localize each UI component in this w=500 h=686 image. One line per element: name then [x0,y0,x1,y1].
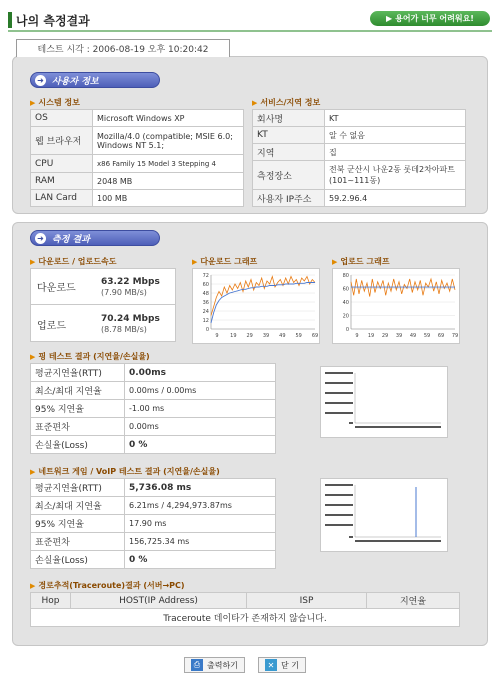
triangle-bullet-icon: ▶ [30,467,36,476]
download-label: 다운로드 [37,283,76,294]
ping-row [31,436,276,454]
ping-key: 최소/최대 지연율 [31,382,125,400]
y-tick-label: 0 [345,327,349,333]
test-time-tab: 테스트 시각 : 2006-08-19 오후 10:20:42 [16,39,230,57]
ping-key: 표준편차 [31,418,125,436]
hop-header: Hop [31,593,71,609]
service-value: 집 [325,144,466,161]
x-tick-label: 39 [262,333,270,339]
upload-value-block [101,314,160,334]
page-title: 나의 측정결과 [16,14,90,28]
triangle-bullet-icon: ▶ [252,98,258,107]
latency-header: 지연율 [367,593,460,609]
service-value: 알 수 없음 [325,127,466,144]
service-value: 전북 군산시 나운2동 롯데2차아파트 (101~111동) [325,161,466,190]
help-terms-button[interactable] [370,11,490,26]
close-label: 닫 기 [281,660,299,670]
ping-key: 손실율(Loss) [31,436,125,454]
traceroute-table [30,592,460,627]
traceroute-empty-message: Traceroute 데이타가 존재하지 않습니다. [31,609,460,627]
x-tick-label: 49 [279,333,286,339]
service-key: 사용자 IP주소 [253,190,325,207]
system-row [31,173,244,190]
system-row [31,127,244,155]
service-key: 측정장소 [253,161,325,190]
service-row [253,110,466,127]
x-tick-label: 49 [409,333,417,339]
system-value: Mozilla/4.0 (compatible; MSIE 6.0; Windows NT 5.1; [93,127,244,155]
service-info-title: 서비스/지역 정보 [260,98,321,107]
y-tick-label: 0 [205,327,209,333]
y-tick-label: 20 [342,313,349,320]
help-terms-label: 용어가 너무 어려워요! [395,14,474,23]
ping-row [31,400,276,418]
user-info-pill-label: 사용자 정보 [52,76,99,87]
ping-chart-svg [321,367,447,437]
upload-chart-svg [333,269,459,343]
speed-title: 다운로드 / 업로드속도 [38,257,117,266]
x-tick-label: 59 [295,333,302,339]
voip-value: 156,725.34 ms [125,533,276,551]
close-button[interactable] [258,657,306,673]
y-tick-label: 12 [202,318,209,324]
download-chart-svg [193,269,319,343]
ping-value: -1.00 ms [125,400,276,418]
triangle-bullet-icon: ▶ [30,581,36,590]
upload-sub: (8.78 MB/s) [101,325,147,334]
download-sub: (7.90 MB/s) [101,287,147,297]
speed-heading [30,256,116,267]
ping-value: 0.00ms [125,364,276,382]
service-key: 지역 [253,144,325,161]
ping-key: 95% 지연율 [31,400,125,418]
system-key: RAM [31,173,93,190]
y-tick-label: 48 [202,291,209,297]
y-tick-label: 80 [342,273,349,279]
x-tick-label: 29 [246,333,253,339]
traceroute-heading [30,580,185,591]
arrow-circle-icon: ➜ [35,75,46,86]
system-row [31,155,244,173]
host-header: HOST(IP Address) [71,593,247,609]
print-label: 출력하기 [207,660,238,670]
traceroute-title: 경로추적(Traceroute)결과 (서버→PC) [38,581,185,590]
service-row [253,127,466,144]
series-line-0 [351,279,455,297]
voip-key: 평균지연율(RTT) [31,479,125,497]
system-value: Microsoft Windows XP [93,110,244,127]
system-row [31,190,244,207]
x-tick-label: 29 [381,333,389,339]
ping-graph [320,366,448,438]
system-value: 2048 MB [93,173,244,190]
x-tick-label: 19 [230,333,237,339]
system-key: CPU [31,155,93,173]
title-accent-bar [8,12,12,28]
system-row [31,110,244,127]
y-tick-label: 72 [202,273,209,279]
service-row [253,161,466,190]
voip-title: 네트워크 게임 / VoIP 테스트 결과 (지연율/손실율) [38,467,220,476]
ping-heading [30,351,150,362]
voip-value: 6.21ms / 4,294,973.87ms [125,497,276,515]
triangle-bullet-icon: ▶ [30,98,36,107]
system-info-title: 시스템 정보 [38,98,80,107]
voip-graph [320,478,448,552]
ping-value: 0.00ms [125,418,276,436]
arrow-circle-icon: ➜ [35,233,46,244]
series-line-1 [211,283,315,324]
voip-row [31,497,276,515]
system-info-heading [30,97,80,108]
voip-key: 손실율(Loss) [31,551,125,569]
upload-label: 업로드 [37,320,66,332]
upload-graph-heading [332,256,390,267]
upload-value: 70.24 Mbps [101,314,160,324]
ping-table [30,363,276,454]
series-line-0 [211,277,315,316]
service-key: 회사명 [253,110,325,127]
y-tick-label: 60 [342,286,349,293]
voip-key: 95% 지연율 [31,515,125,533]
ping-row [31,364,276,382]
traceroute-header-row [31,593,460,609]
results-pill-label: 측정 결과 [52,234,90,245]
voip-value: 17.90 ms [125,515,276,533]
triangle-bullet-icon: ▶ [30,352,36,361]
voip-value: 5,736.08 ms [125,479,276,497]
system-info-table [30,109,244,207]
x-tick-label: 19 [367,333,375,339]
upload-graph-title: 업로드 그래프 [340,257,390,266]
speed-box [30,268,176,342]
system-value: 100 MB [93,190,244,207]
download-graph [192,268,320,344]
ping-value: 0.00ms / 0.00ms [125,382,276,400]
ping-row [31,382,276,400]
traceroute-empty-row [31,609,460,627]
upload-row [31,306,175,342]
service-key: KT [253,127,325,144]
voip-key: 최소/최대 지연율 [31,497,125,515]
service-value: KT [325,110,466,127]
voip-row [31,551,276,569]
results-pill [30,230,160,246]
system-key: OS [31,110,93,127]
x-tick-label: 9 [215,333,219,339]
download-graph-title: 다운로드 그래프 [200,257,258,266]
service-info-heading [252,97,320,108]
system-key: LAN Card [31,190,93,207]
voip-heading [30,466,220,477]
ping-key: 평균지연율(RTT) [31,364,125,382]
service-value: 59.2.96.4 [325,190,466,207]
print-icon: ⎙ [191,659,203,671]
close-icon: ✕ [265,659,277,671]
download-value: 63.22 Mbps [101,276,160,287]
user-info-pill [30,72,160,88]
play-arrow-icon: ▶ [386,14,393,23]
voip-row [31,479,276,497]
x-tick-label: 69 [311,333,319,339]
triangle-bullet-icon: ▶ [192,257,198,266]
ping-row [31,418,276,436]
voip-value: 0 % [125,551,276,569]
x-tick-label: 79 [451,333,459,339]
x-tick-label: 9 [355,333,359,339]
download-graph-heading [192,256,257,267]
triangle-bullet-icon: ▶ [30,257,36,266]
voip-row [31,533,276,551]
y-tick-label: 36 [202,300,209,306]
upload-graph [332,268,460,344]
print-button[interactable] [184,657,245,673]
y-tick-label: 60 [202,282,209,288]
title-divider [8,30,492,32]
x-tick-label: 59 [423,333,431,339]
ping-title: 핑 테스트 결과 (지연율/손실율) [38,352,150,361]
ping-value: 0 % [125,436,276,454]
x-tick-label: 39 [395,333,403,339]
service-row [253,144,466,161]
voip-chart-svg [321,479,447,551]
system-value: x86 Family 15 Model 3 Stepping 4 [93,155,244,173]
service-info-table [252,109,466,207]
y-tick-label: 24 [202,309,209,315]
service-row [253,190,466,207]
voip-key: 표준편차 [31,533,125,551]
system-key: 웹 브라우저 [31,127,93,155]
y-tick-label: 40 [342,300,349,306]
voip-row [31,515,276,533]
voip-table [30,478,276,569]
download-value-block [101,277,160,297]
triangle-bullet-icon: ▶ [332,257,338,266]
x-tick-label: 69 [437,333,445,339]
isp-header: ISP [247,593,367,609]
download-row [31,269,175,305]
